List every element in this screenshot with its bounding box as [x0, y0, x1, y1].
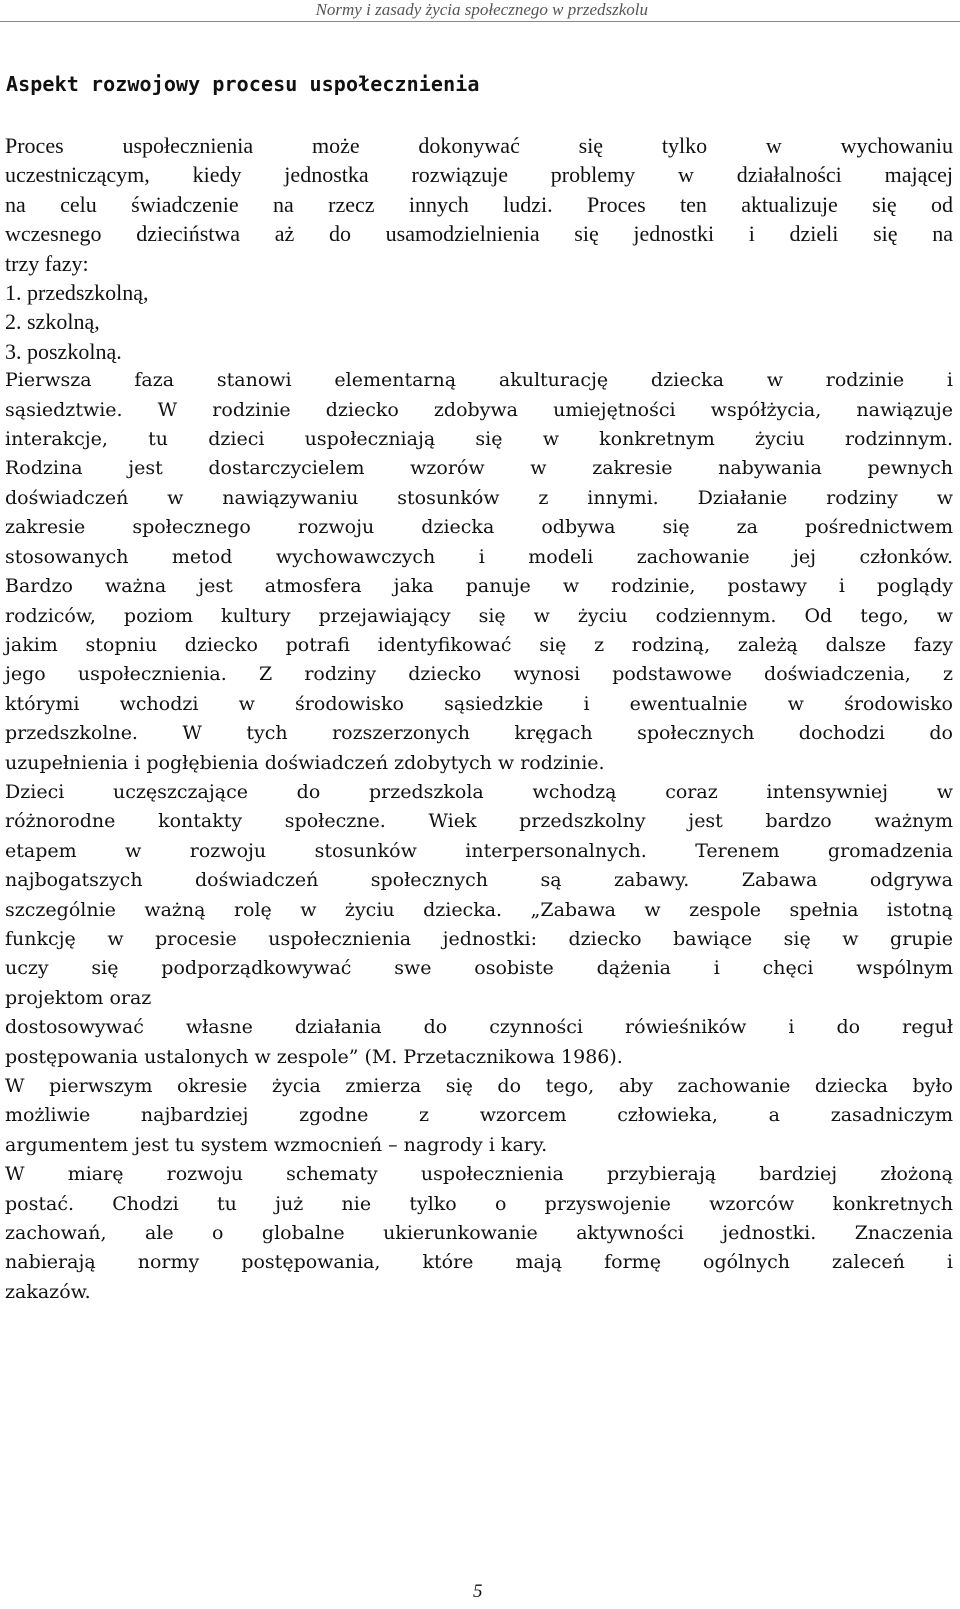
text-line: argumentem jest tu system wzmocnień – nagrody i kary. [5, 1133, 548, 1156]
text-line: jego uspołecznienia. Z rodziny dziecko wynosi podstawowe doświadczenia, z [5, 663, 953, 686]
list-item: 1. przedszkolną, [5, 280, 149, 306]
text-line: sąsiedztwie. W rodzinie dziecko zdobywa umiejętności współżycia, nawiązuje [5, 398, 953, 421]
text-line: na celu świadczenie na rzecz innych ludzi. Proces ten aktualizuje się od [5, 191, 953, 217]
text-line: nabierają normy postępowania, które mają formę ogólnych zaleceń i [5, 1251, 953, 1274]
text-line: Bardzo ważna jest atmosfera jaka panuje w rodzinie, postawy i poglądy [5, 575, 953, 598]
text-line: trzy fazy: [5, 250, 89, 276]
page-number: 5 [473, 1581, 483, 1602]
running-header: Normy i zasady życia społecznego w przedszkolu [315, 0, 648, 19]
list-item: 3. poszkolną. [5, 338, 122, 364]
text-line: najbogatszych doświadczeń społecznych są zabawy. Zabawa odgrywa [5, 869, 953, 892]
text-line: uczestniczącym, kiedy jednostka rozwiązuje problemy w działalności mającej [5, 162, 953, 188]
text-line: postać. Chodzi tu już nie tylko o przyswojenie wzorców konkretnych [5, 1192, 953, 1215]
text-line: przedszkolne. W tych rozszerzonych kręgach społecznych dochodzi do [5, 722, 953, 745]
text-line: którymi wchodzi w środowisko sąsiedzkie i ewentualnie w środowisko [5, 692, 953, 715]
text-line: projektom oraz [5, 986, 152, 1009]
text-line: interakcje, tu dzieci uspołeczniają się w konkretnym życiu rodzinnym. [5, 428, 953, 451]
text-line: różnorodne kontakty społeczne. Wiek przedszkolny jest bardzo ważnym [5, 810, 953, 833]
text-line: Dzieci uczęszczające do przedszkola wchodzą coraz intensywniej w [5, 780, 953, 803]
text-line: funkcję w procesie uspołecznienia jednostki: dziecko bawiące się w grupie [5, 927, 953, 950]
text-line: uczy się podporządkowywać swe osobiste dążenia i chęci wspólnym [5, 957, 953, 980]
list-item: 2. szkolną, [5, 309, 100, 335]
text-line: W miarę rozwoju schematy uspołecznienia przybierają bardziej złożoną [5, 1163, 953, 1186]
text-line: zachowań, ale o globalne ukierunkowanie aktywności jednostki. Znaczenia [5, 1222, 953, 1245]
text-line: doświadczeń w nawiązywaniu stosunków z innymi. Działanie rodziny w [5, 486, 953, 509]
text-line: uzupełnienia i pogłębienia doświadczeń zdobytych w rodzinie. [5, 751, 605, 774]
text-line: jakim stopniu dziecko potrafi identyfikować się z rodziną, zależą dalsze fazy [5, 633, 953, 656]
text-line: wczesnego dzieciństwa aż do usamodzielnienia się jednostki i dzieli się na [5, 221, 953, 247]
text-line: szczególnie ważną rolę w życiu dziecka. „Zabawa w zespole spełnia istotną [5, 898, 953, 921]
text-line: Rodzina jest dostarczycielem wzorów w zakresie nabywania pewnych [5, 457, 953, 480]
header-divider [0, 21, 960, 22]
text-line: stosowanych metod wychowawczych i modeli zachowanie jej członków. [5, 545, 953, 568]
text-line: postępowania ustalonych w zespole” (M. Przetacznikowa 1986). [5, 1045, 623, 1068]
body-text [5, 131, 953, 1307]
text-line: dostosowywać własne działania do czynności rówieśników i do reguł [5, 1016, 953, 1039]
text-line: zakazów. [5, 1280, 91, 1303]
text-line: etapem w rozwoju stosunków interpersonalnych. Terenem gromadzenia [5, 839, 953, 862]
text-line: możliwie najbardziej zgodne z wzorcem człowieka, a zasadniczym [5, 1104, 953, 1127]
text-line: W pierwszym okresie życia zmierza się do tego, aby zachowanie dziecka było [5, 1075, 953, 1097]
section-heading: Aspekt rozwojowy procesu uspołecznienia [6, 72, 480, 96]
text-line: rodziców, poziom kultury przejawiający się w życiu codziennym. Od tego, w [5, 604, 953, 627]
text-line: Pierwsza faza stanowi elementarną akulturację dziecka w rodzinie i [5, 369, 953, 392]
text-line: zakresie społecznego rozwoju dziecka odbywa się za pośrednictwem [5, 516, 953, 539]
text-line: Proces uspołecznienia może dokonywać się tylko w wychowaniu [5, 133, 953, 158]
